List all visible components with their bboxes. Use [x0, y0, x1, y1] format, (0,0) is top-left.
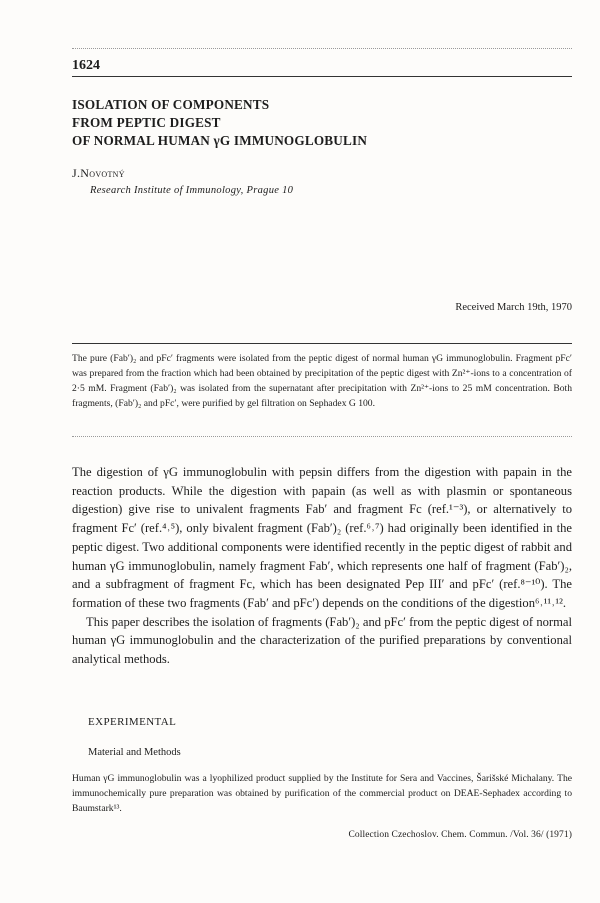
methods-paragraph: Human γG immunoglobulin was a lyophilized product supplied by the Institute for Sera and Vaccines, Šarišské Michalany. The immunochemically pure preparation was obtained by purification of the commercial product on DEAE-Sephadex according to Baumstark¹³. [72, 773, 572, 814]
body-paragraph: This paper describes the isolation of fragments (Fab′)₂ and pFc′ from the peptic digest of normal human γG immunoglobulin and the characterization of the purified preparations by conventional analytical methods. [72, 614, 572, 667]
section-heading: EXPERIMENTAL [88, 716, 177, 728]
body-paragraph: The digestion of γG immunoglobulin with pepsin differs from the digestion with papain in the reaction products. While the digestion with papain (as well as with plasmin or spontaneous digestion) give rise to univalent fragments Fab′ and fragment Fc (ref.¹⁻³), or alternatively to fragment Fc′ (ref.⁴˒⁵), only bivalent fragment (Fab′)₂ (ref.⁶˒⁷) had originally been identified in the peptic digest. Two additional components were identified recently in the peptic digest of rabbit and human γG immunoglobulin, namely fragment Fab′, which represents one half of fragment (Fab′)₂, and a subfragment of fragment Fc, which has been designated Pep III′ and pFc′ (ref.⁸⁻¹⁰). The formation of these two fragments (Fab′ and pFc′) depends on the conditions of the digestion⁶˒¹¹˒¹². [72, 465, 572, 610]
journal-footer: Collection Czechoslov. Chem. Commun. /Vol. 36/ (1971) [348, 830, 572, 840]
abstract-top-rule [72, 343, 572, 344]
top-dotted-rule [72, 48, 572, 49]
author-name: J.Novotný [72, 166, 125, 180]
header-rule [72, 76, 572, 77]
subsection-heading: Material and Methods [88, 747, 181, 758]
abstract-text: The pure (Fab′)₂ and pFc′ fragments were isolated from the peptic digest of normal human γG immunoglobulin. Fragment pFc′ was prepared from the fraction which had been obtained by precipitation of the peptic digest with Zn²⁺-ions to a concentration of 2·5 mM. Fragment (Fab′)₂ was isolated from the supernatant after precipitation with Zn²⁺-ions to 25 mM concentration. Both fragments, (Fab′)₂ and pFc′, were purified by gel filtration on Sephadex G 100. [72, 353, 572, 409]
abstract-bottom-rule [72, 436, 572, 437]
author-affiliation: Research Institute of Immunology, Prague 10 [90, 185, 294, 196]
page-number: 1624 [72, 58, 100, 73]
title-line: FROM PEPTIC DIGEST [72, 115, 221, 130]
title-line: OF NORMAL HUMAN γG IMMUNOGLOBULIN [72, 133, 368, 148]
received-date: Received March 19th, 1970 [455, 302, 572, 313]
title-line: ISOLATION OF COMPONENTS [72, 97, 270, 112]
article-title [72, 96, 367, 150]
article-body [72, 463, 572, 669]
